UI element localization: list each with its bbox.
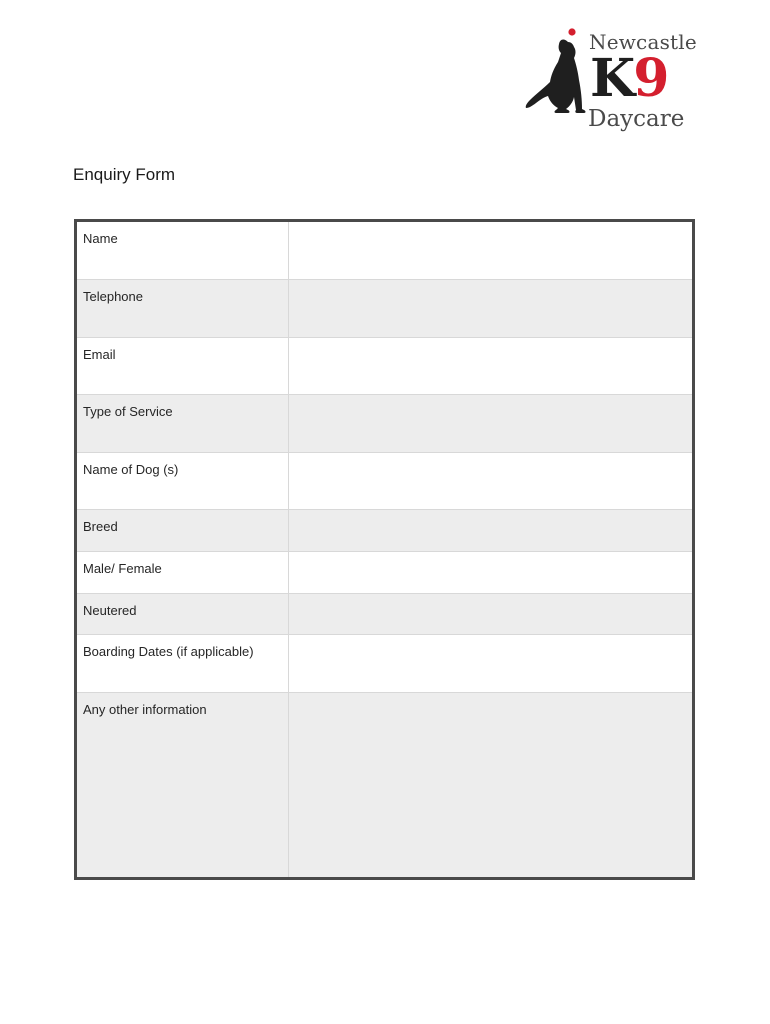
logo-digit-9: 9 [633,48,668,109]
other-information-label: Any other information [77,693,289,877]
type-of-service-label: Type of Service [77,395,289,452]
form-title: Enquiry Form [73,165,176,184]
breed-field[interactable] [289,510,692,551]
boarding-dates-field[interactable] [289,635,692,692]
form-row-type-of-service [77,395,692,453]
form-row-telephone [77,280,692,338]
logo-text-daycare: Daycare [588,106,685,132]
form-row-dog-name [77,453,692,510]
neutered-field[interactable] [289,594,692,634]
name-field[interactable] [289,222,692,279]
telephone-field[interactable] [289,280,692,337]
logo-k9-wordmark [590,48,668,109]
logo-text-newcastle: Newcastle [589,30,697,54]
sitting-dog-icon [520,24,592,116]
form-row-name [77,222,692,280]
sex-field[interactable] [289,552,692,593]
breed-label: Breed [77,510,289,551]
form-row-other-information [77,693,692,877]
email-field[interactable] [289,338,692,394]
form-row-email [77,338,692,395]
neutered-label: Neutered [77,594,289,634]
dog-name-label: Name of Dog (s) [77,453,289,509]
form-row-neutered [77,594,692,635]
dog-name-field[interactable] [289,453,692,509]
other-information-field[interactable] [289,693,692,877]
email-label: Email [77,338,289,394]
form-row-boarding-dates [77,635,692,693]
name-label: Name [77,222,289,279]
type-of-service-field[interactable] [289,395,692,452]
form-row-breed [77,510,692,552]
enquiry-form-table [74,219,695,880]
form-row-sex [77,552,692,594]
sex-label: Male/ Female [77,552,289,593]
logo-letter-k: K [590,48,634,109]
company-logo [520,24,700,144]
boarding-dates-label: Boarding Dates (if applicable) [77,635,289,692]
telephone-label: Telephone [77,280,289,337]
